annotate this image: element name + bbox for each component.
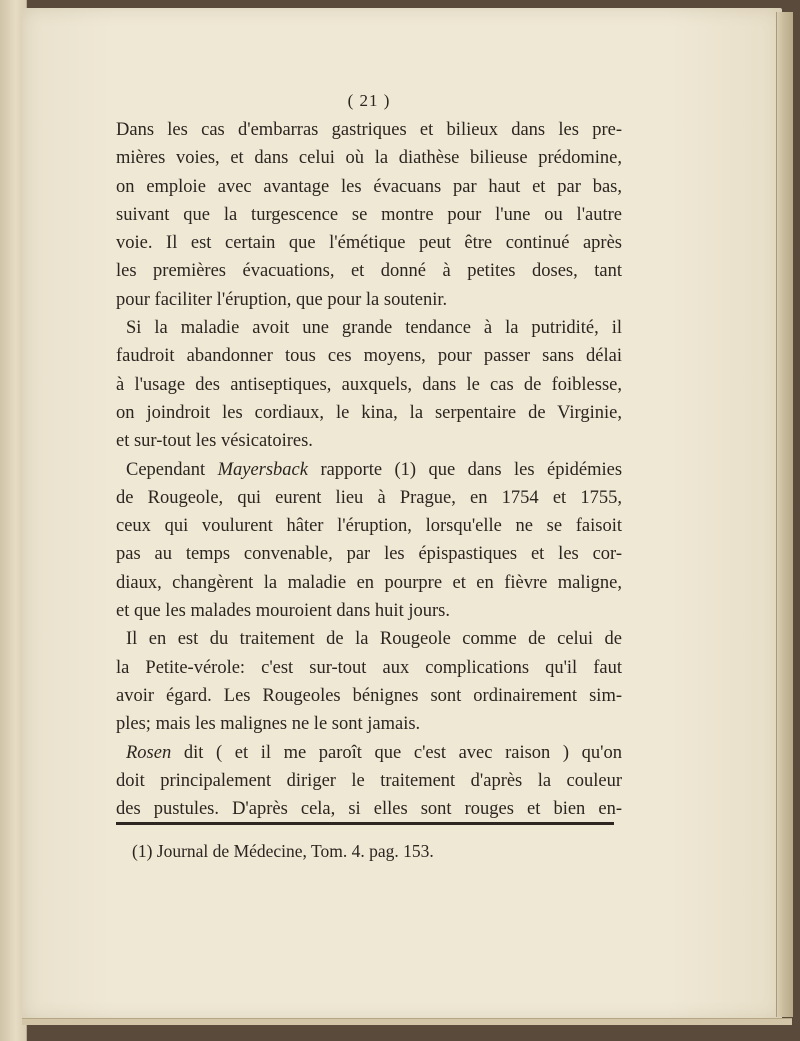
text-line: ples; mais les malignes ne le sont jamais. (116, 714, 421, 735)
text-line: faudroit abandonner tous ces moyens, pour passer sans délai (116, 346, 622, 367)
text-line: Il en est du traitement de la Rougeole comme de celui de (126, 629, 622, 650)
text-line: mières voies, et dans celui où la diathèse bilieuse prédomine, (116, 148, 622, 169)
text-line: avoir égard. Les Rougeoles bénignes sont ordinairement sim- (116, 685, 622, 706)
text-line: et que les malades mouroient dans huit jours. (116, 601, 450, 622)
text-line (116, 739, 622, 767)
text-line: les premières évacuations, et donné à petites doses, tant (116, 261, 622, 282)
page-text (116, 88, 622, 823)
text-line: et sur-tout les vésicatoires. (116, 431, 313, 452)
text-line: diaux, changèrent la maladie en pourpre et en fièvre maligne, (116, 572, 622, 593)
page-stack-edge (776, 12, 793, 1017)
text-line: on emploie avec avantage les évacuans par haut et par bas, (116, 176, 622, 197)
text-line: pas au temps convenable, par les épispastiques et les cor- (116, 544, 622, 565)
footnote-separator-rule (116, 822, 614, 825)
text-span: Cependant (126, 459, 206, 480)
text-line: des pustules. D'après cela, si elles sont rouges et bien en- (116, 799, 622, 820)
text-line: la Petite-vérole: c'est sur-tout aux complications qu'il faut (116, 657, 622, 678)
page-bottom-edge (22, 1018, 792, 1025)
text-line: Dans les cas d'embarras gastriques et bilieux dans les pre- (116, 120, 622, 140)
paragraph (116, 456, 622, 626)
paragraph (116, 625, 622, 738)
text-span: dit ( et il me paroît que c'est avec raison ) qu'on (183, 742, 622, 763)
author-name: Mayersback (217, 459, 308, 480)
paragraph (116, 314, 622, 455)
text-span: rapporte (1) que dans les épidémies (320, 459, 623, 480)
text-line: on joindroit les cordiaux, le kina, la serpentaire de Virginie, (116, 402, 622, 423)
text-line: pour faciliter l'éruption, que pour la soutenir. (116, 289, 448, 310)
text-line: doit principalement diriger le traitement d'après la couleur (116, 770, 622, 791)
text-line: Si la maladie avoit une grande tendance à la putridité, il (126, 318, 622, 339)
text-line: de Rougeole, qui eurent lieu à Prague, en 1754 et 1755, (116, 487, 622, 508)
text-line: suivant que la turgescence se montre pour l'une ou l'autre (116, 204, 622, 225)
paragraph (116, 116, 622, 314)
text-line: à l'usage des antiseptiques, auxquels, dans le cas de foiblesse, (116, 374, 622, 395)
text-line: voie. Il est certain que l'émétique peut être continué après (116, 233, 622, 254)
footnote: (1) Journal de Médecine, Tom. 4. pag. 153. (132, 841, 434, 861)
text-line: ceux qui voulurent hâter l'éruption, lorsqu'elle ne se faisoit (116, 516, 622, 537)
paragraph (116, 739, 622, 824)
text-line (116, 456, 622, 484)
author-name: Rosen (126, 742, 172, 763)
page-number: ( 21 ) (347, 91, 391, 110)
